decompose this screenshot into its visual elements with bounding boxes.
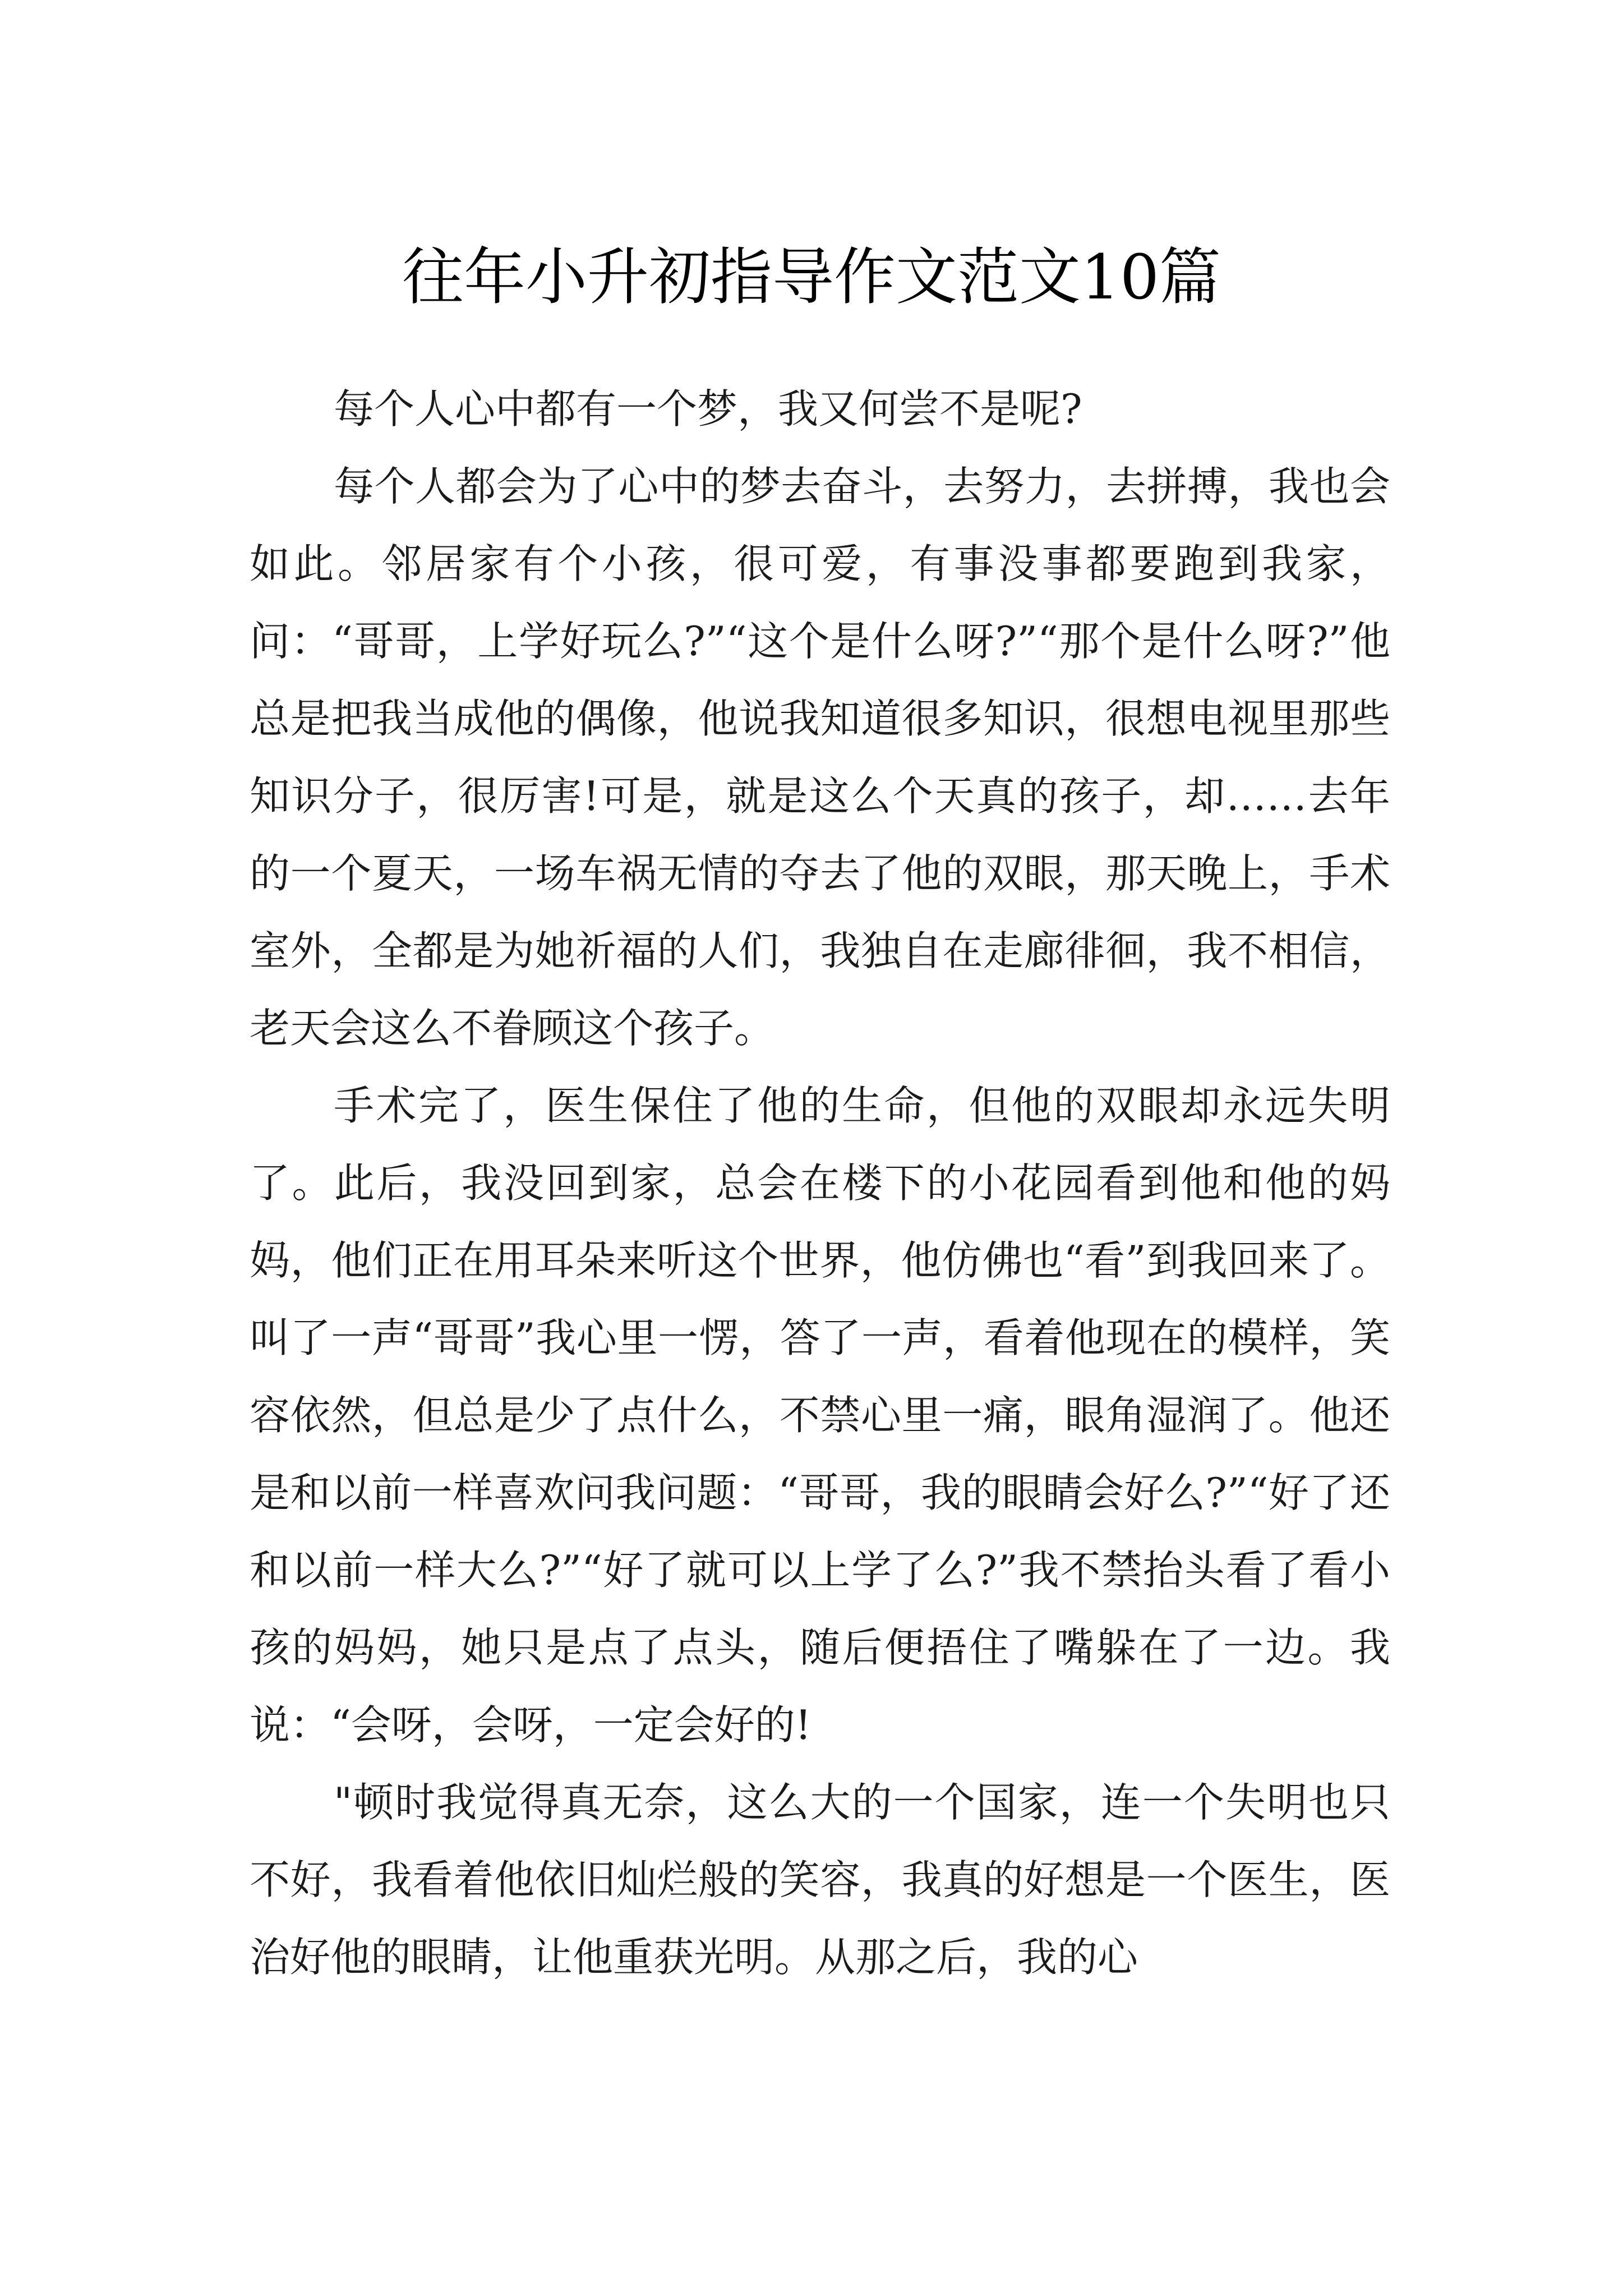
paragraph: 手术完了，医生保住了他的生命，但他的双眼却永远失明了。此后，我没回到家，总会在楼下的小花园看到他和他的妈妈，他们正在用耳朵来听这个世界，他仿佛也“看”到我回来了。叫了一声“哥哥”我心里一愣，答了一声，看着他现在的模样，笑容依然，但总是少了点什么，不禁心里一痛，眼角湿润了。他还是和以前一样喜欢问我问题：“哥哥，我的眼睛会好么?”“好了还和以前一样大么?”“好了就可以上学了么?”我不禁抬头看了看小孩的妈妈，她只是点了点头，随后便捂住了嘴躲在了一边。我说：“会呀，会呀，一定会好的! [250, 1082, 1390, 1749]
paragraph: 每个人心中都有一个梦，我又何尝不是呢? [334, 385, 1082, 432]
document-body [250, 370, 1390, 1996]
paragraph: "顿时我觉得真无奈，这么大的一个国家，连一个失明也只不好，我看着他依旧灿烂般的笑容，我真的好想是一个医生，医治好他的眼睛，让他重获光明。从那之后，我的心 [250, 1779, 1390, 1981]
document-title: 往年小升初指导作文范文10篇 [402, 241, 1221, 313]
paragraph: 每个人都会为了心中的梦去奋斗，去努力，去拼搏，我也会如此。邻居家有个小孩，很可爱，有事没事都要跑到我家，问：“哥哥，上学好玩么?”“这个是什么呀?”“那个是什么呀?”他总是把我当成他的偶像，他说我知道很多知识，很想电视里那些知识分子，很厉害!可是，就是这么个天真的孩子，却……去年的一个夏天，一场车祸无情的夺去了他的双眼，那天晚上，手术室外，全都是为她祈福的人们，我独自在走廊徘徊，我不相信，老天会这么不眷顾这个孩子。 [250, 463, 1390, 1052]
